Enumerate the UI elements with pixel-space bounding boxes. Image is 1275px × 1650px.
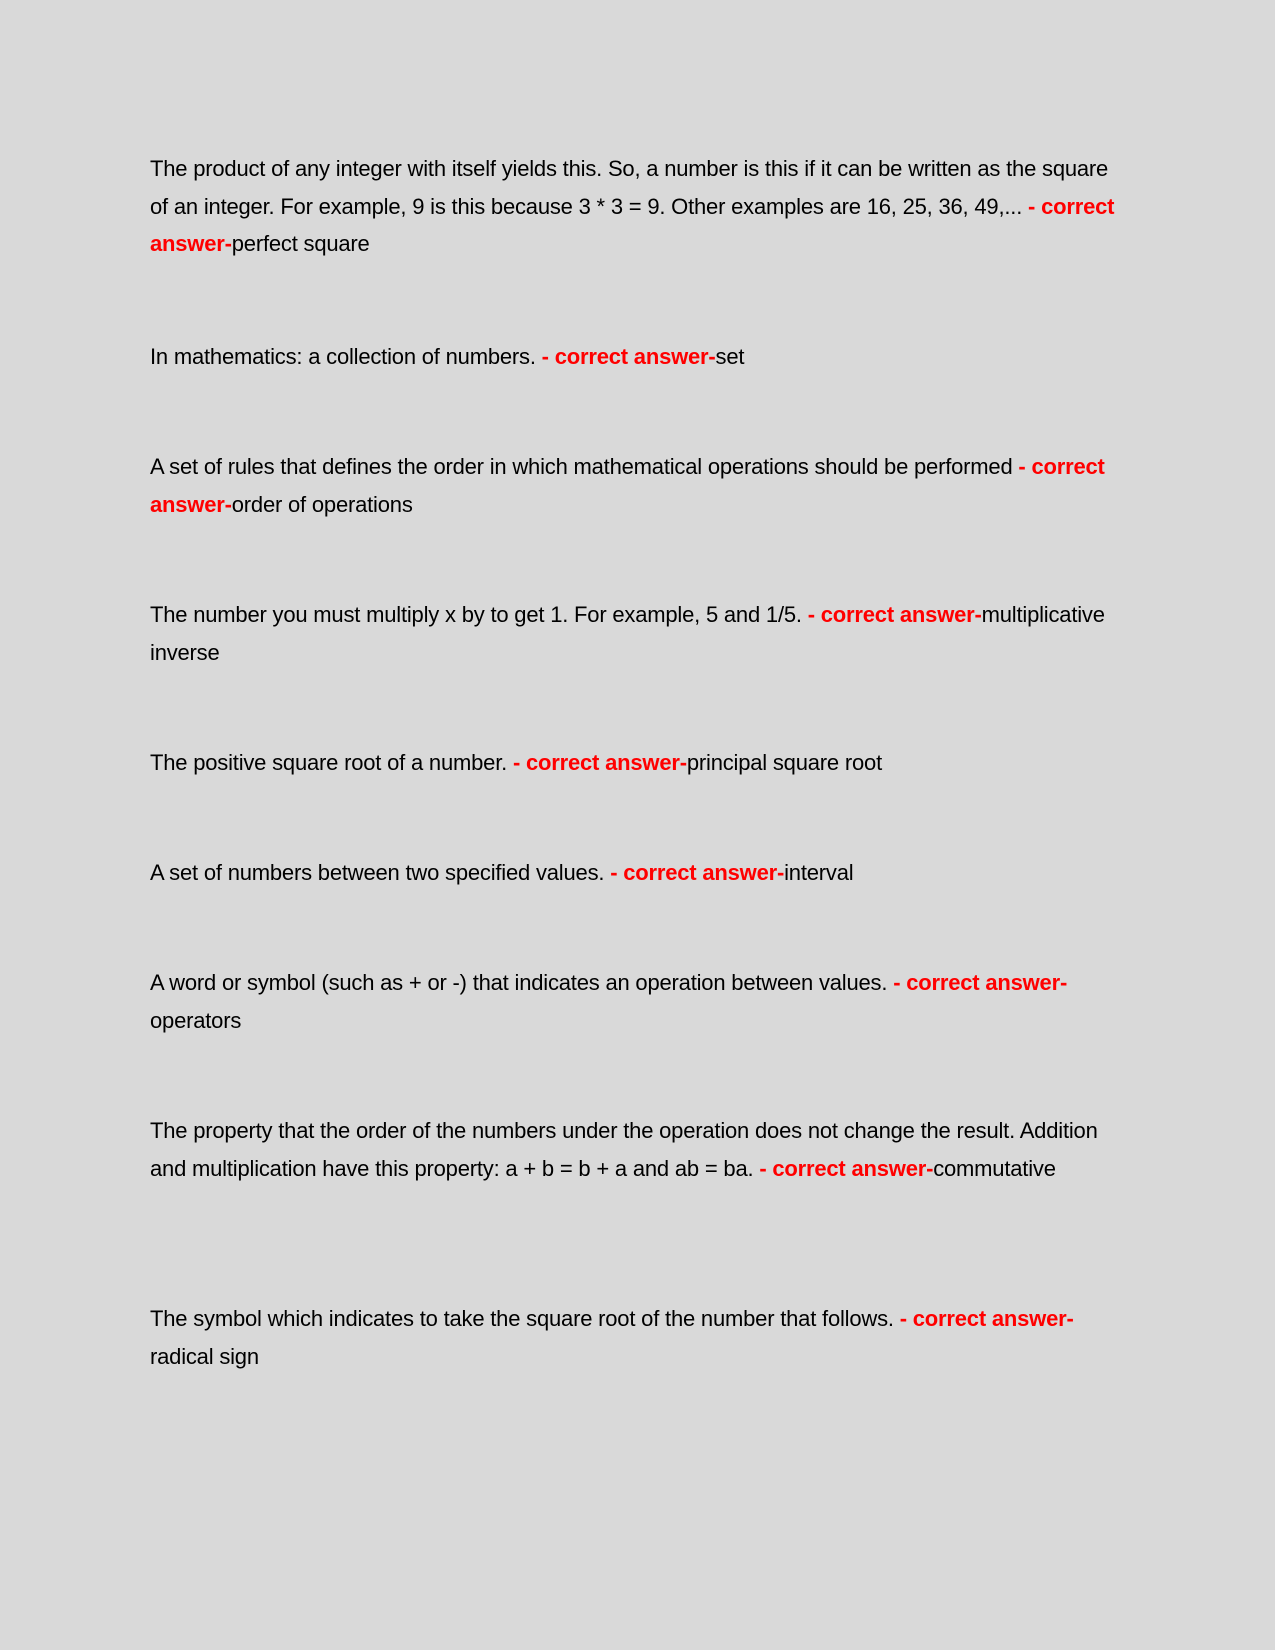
question-text: The product of any integer with itself yields this. So, a number is this if it can be written as the square of an integer. For example, 9 is this because 3 * 3 = 9. Other examples are 16, 25, 36, 49,... <box>150 156 1109 219</box>
answer-label: - correct answer- <box>610 860 785 885</box>
qa-item-order-of-operations <box>150 448 1120 523</box>
question-text: The property that the order of the numbers under the operation does not change the result. Addition and multiplication have this property: a + b = b + a and ab = ba. <box>150 1118 1098 1181</box>
qa-item-commutative <box>150 1112 1120 1187</box>
question-text: In mathematics: a collection of numbers. <box>150 344 542 369</box>
answer-text: perfect square <box>231 231 370 256</box>
answer-label: - correct answer- <box>807 602 982 627</box>
qa-item-operators <box>150 964 1120 1039</box>
answer-label: - correct answer- <box>759 1155 934 1181</box>
answer-text: radical sign <box>150 1343 259 1369</box>
answer-label: - correct answer- <box>893 970 1068 995</box>
answer-text: set <box>715 344 745 369</box>
answer-text: operators <box>150 1007 242 1033</box>
question-text: A set of rules that defines the order in which mathematical operations should be performed <box>150 454 1019 479</box>
question-text: A word or symbol (such as + or -) that indicates an operation between values. <box>150 970 894 995</box>
question-text: The positive square root of a number. <box>150 750 513 775</box>
qa-item-set <box>150 338 1120 376</box>
answer-label: - correct answer- <box>899 1306 1074 1331</box>
qa-item-interval <box>150 854 1120 892</box>
qa-item-principal-square-root <box>150 744 1120 782</box>
answer-label: - correct answer- <box>512 750 687 775</box>
answer-label: - correct answer- <box>541 344 716 369</box>
answer-label: - correct answer- <box>150 193 1115 256</box>
answer-text: multiplicative inverse <box>150 602 1105 665</box>
question-text: The number you must multiply x by to get 1. For example, 5 and 1/5. <box>150 602 808 627</box>
qa-item-multiplicative-inverse <box>150 596 1120 671</box>
qa-item-perfect-square <box>150 150 1120 263</box>
question-text: A set of numbers between two specified values. <box>150 860 611 885</box>
question-text: The symbol which indicates to take the square root of the number that follows. <box>150 1306 900 1331</box>
answer-text: order of operations <box>231 491 413 517</box>
answer-text: interval <box>784 860 854 885</box>
answer-text: principal square root <box>686 750 882 775</box>
answer-label: - correct answer- <box>150 454 1105 517</box>
answer-text: commutative <box>933 1155 1056 1181</box>
qa-item-radical-sign <box>150 1300 1120 1375</box>
